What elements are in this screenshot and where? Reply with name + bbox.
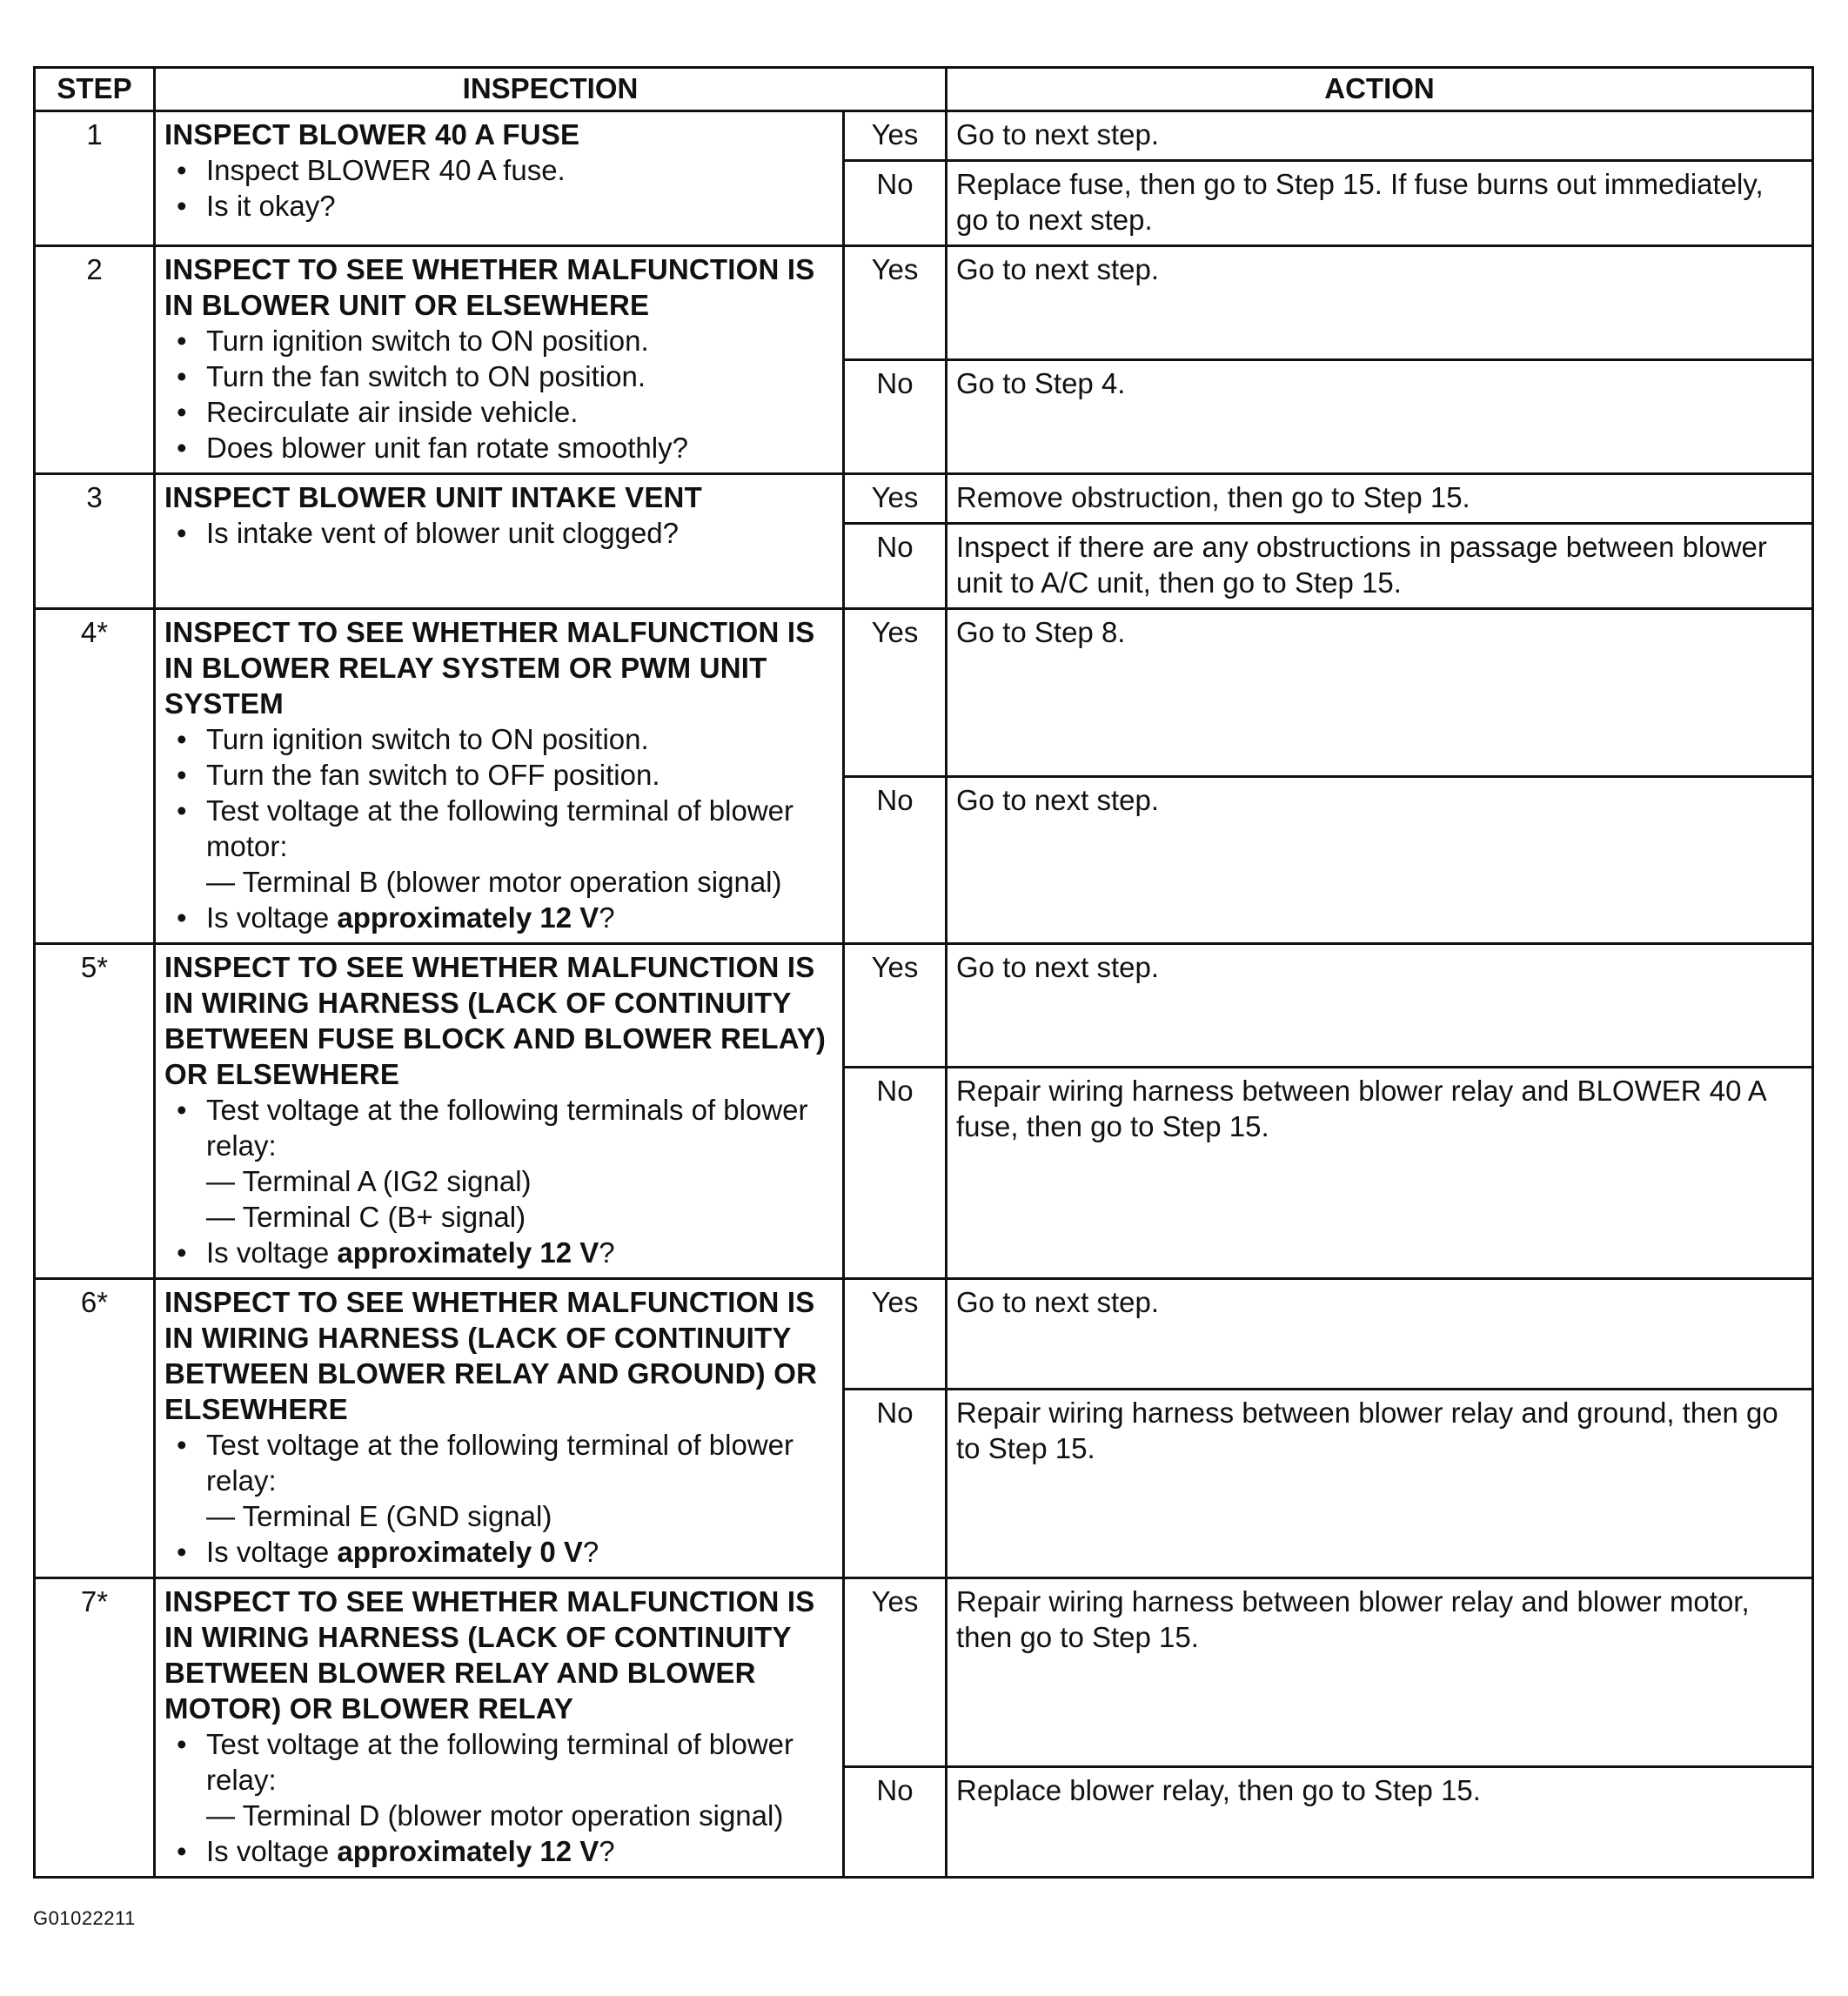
inspection-item <box>206 1726 834 1833</box>
header-step: STEP <box>35 68 155 111</box>
terminal-line: — Terminal A (IG2 signal) <box>206 1165 532 1197</box>
diagnostic-table <box>33 66 1814 1879</box>
step-4-yes-row <box>35 609 1813 777</box>
figure-code: G01022211 <box>33 1907 136 1929</box>
yes-action: Remove obstruction, then go to Step 15. <box>947 474 1813 524</box>
question-pre: Is voltage <box>206 1835 338 1867</box>
step-number: 1 <box>35 111 155 246</box>
inspection-item: • Is it okay? <box>206 188 834 224</box>
question-pre: Is voltage <box>206 1536 338 1568</box>
inspection-title: INSPECT TO SEE WHETHER MALFUNCTION IS IN WIRING HARNESS (LACK OF CONTINUITY BETWEEN FUSE BLOCK AND BLOWER RELAY) OR ELSEWHERE <box>164 951 827 1090</box>
inspection-item: • Turn ignition switch to ON position. <box>206 323 834 358</box>
yes-action: Go to next step. <box>947 111 1813 161</box>
step-number: 7* <box>35 1578 155 1878</box>
question-post: ? <box>582 1536 599 1568</box>
no-label: No <box>844 161 947 246</box>
step-7-yes-row <box>35 1578 1813 1767</box>
step-number: 5* <box>35 944 155 1279</box>
no-action: Repair wiring harness between blower relay and BLOWER 40 A fuse, then go to Step 15. <box>947 1067 1813 1278</box>
inspection-item: • Recirculate air inside vehicle. <box>206 394 834 430</box>
question-post: ? <box>599 901 615 934</box>
inspection-question <box>206 1235 834 1270</box>
yes-label: Yes <box>844 474 947 524</box>
step-5-yes-row <box>35 944 1813 1068</box>
yes-label: Yes <box>844 609 947 777</box>
header-row <box>35 68 1813 111</box>
inspection-question <box>206 1534 834 1570</box>
inspection-title: INSPECT BLOWER UNIT INTAKE VENT <box>164 481 702 513</box>
question-bold: approximately 12 V <box>337 1835 599 1867</box>
yes-action: Go to next step. <box>947 944 1813 1068</box>
yes-label: Yes <box>844 1279 947 1390</box>
inspection-item: • Does blower unit fan rotate smoothly? <box>206 430 834 466</box>
yes-label: Yes <box>844 1578 947 1767</box>
inspection-item: • Turn ignition switch to ON position. <box>206 721 834 757</box>
no-label: No <box>844 1067 947 1278</box>
question-bold: approximately 12 V <box>337 1236 599 1269</box>
inspection-question <box>206 1833 834 1869</box>
yes-action: Go to next step. <box>947 246 1813 360</box>
no-action: Replace blower relay, then go to Step 15. <box>947 1767 1813 1878</box>
question-bold: approximately 12 V <box>337 901 599 934</box>
step-3-yes-row <box>35 474 1813 524</box>
inspection-title: INSPECT TO SEE WHETHER MALFUNCTION IS IN WIRING HARNESS (LACK OF CONTINUITY BETWEEN BLOWER RELAY AND GROUND) OR ELSEWHERE <box>164 1286 818 1425</box>
step-2-inspection <box>155 246 844 474</box>
inspection-title: INSPECT TO SEE WHETHER MALFUNCTION IS IN WIRING HARNESS (LACK OF CONTINUITY BETWEEN BLOWER RELAY AND BLOWER MOTOR) OR BLOWER RELAY <box>164 1585 815 1725</box>
step-5-inspection <box>155 944 844 1279</box>
step-4-inspection <box>155 609 844 944</box>
yes-action: Go to Step 8. <box>947 609 1813 777</box>
inspection-item <box>206 793 834 900</box>
yes-action: Go to next step. <box>947 1279 1813 1390</box>
no-label: No <box>844 776 947 944</box>
no-action: Replace fuse, then go to Step 15. If fuse burns out immediately, go to next step. <box>947 161 1813 246</box>
question-bold: approximately 0 V <box>337 1536 583 1568</box>
question-post: ? <box>599 1835 615 1867</box>
step-1-yes-row <box>35 111 1813 161</box>
no-action: Go to next step. <box>947 776 1813 944</box>
no-label: No <box>844 1389 947 1578</box>
step-number: 4* <box>35 609 155 944</box>
question-pre: Is voltage <box>206 901 338 934</box>
inspection-item: • Is intake vent of blower unit clogged? <box>206 515 834 551</box>
question-post: ? <box>599 1236 615 1269</box>
inspection-question <box>206 900 834 935</box>
terminal-line: — Terminal E (GND signal) <box>206 1500 552 1532</box>
terminal-line: — Terminal D (blower motor operation signal) <box>206 1799 784 1832</box>
yes-label: Yes <box>844 111 947 161</box>
step-6-inspection <box>155 1279 844 1578</box>
yes-label: Yes <box>844 944 947 1068</box>
step-number: 6* <box>35 1279 155 1578</box>
step-number: 2 <box>35 246 155 474</box>
terminal-line: — Terminal B (blower motor operation signal) <box>206 866 782 898</box>
step-number: 3 <box>35 474 155 609</box>
inspection-item-text: Test voltage at the following terminal of blower relay: <box>206 1728 794 1796</box>
step-6-yes-row <box>35 1279 1813 1390</box>
step-2-yes-row <box>35 246 1813 360</box>
inspection-item-text: Test voltage at the following terminals of blower relay: <box>206 1094 808 1162</box>
step-3-inspection <box>155 474 844 609</box>
inspection-title: INSPECT TO SEE WHETHER MALFUNCTION IS IN BLOWER UNIT OR ELSEWHERE <box>164 253 815 321</box>
inspection-item <box>206 1427 834 1534</box>
inspection-item <box>206 1092 834 1235</box>
yes-action: Repair wiring harness between blower relay and blower motor, then go to Step 15. <box>947 1578 1813 1767</box>
header-action: ACTION <box>947 68 1813 111</box>
no-label: No <box>844 360 947 474</box>
step-7-inspection <box>155 1578 844 1878</box>
no-action: Go to Step 4. <box>947 360 1813 474</box>
inspection-title: INSPECT BLOWER 40 A FUSE <box>164 118 580 151</box>
question-pre: Is voltage <box>206 1236 338 1269</box>
no-label: No <box>844 524 947 609</box>
header-inspection: INSPECTION <box>155 68 947 111</box>
inspection-item-text: Test voltage at the following terminal of blower relay: <box>206 1429 794 1497</box>
inspection-item: • Inspect BLOWER 40 A fuse. <box>206 152 834 188</box>
no-action: Inspect if there are any obstructions in passage between blower unit to A/C unit, then go to Step 15. <box>947 524 1813 609</box>
no-label: No <box>844 1767 947 1878</box>
step-1-inspection <box>155 111 844 246</box>
yes-label: Yes <box>844 246 947 360</box>
inspection-item-text: Test voltage at the following terminal of blower motor: <box>206 794 794 862</box>
no-action: Repair wiring harness between blower relay and ground, then go to Step 15. <box>947 1389 1813 1578</box>
terminal-line: — Terminal C (B+ signal) <box>206 1201 526 1233</box>
inspection-item: • Turn the fan switch to OFF position. <box>206 757 834 793</box>
inspection-title: INSPECT TO SEE WHETHER MALFUNCTION IS IN BLOWER RELAY SYSTEM OR PWM UNIT SYSTEM <box>164 616 815 720</box>
inspection-item: • Turn the fan switch to ON position. <box>206 358 834 394</box>
